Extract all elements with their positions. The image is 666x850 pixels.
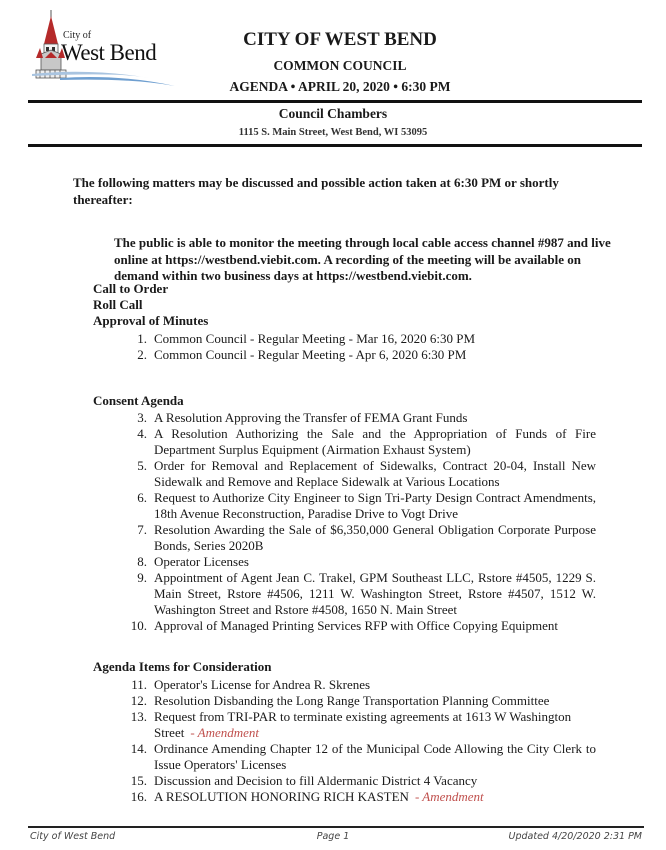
section-approval-of-minutes: Approval of Minutes — [93, 313, 209, 328]
item-text: Common Council - Regular Meeting - Apr 6, 2020 6:30 PM — [154, 347, 467, 362]
section-items-for-consideration: Agenda Items for Consideration — [93, 659, 272, 674]
list-item[interactable] — [137, 426, 596, 458]
minutes-list — [137, 331, 594, 363]
amendment-link[interactable]: - Amendment — [414, 789, 484, 804]
list-item[interactable] — [137, 347, 594, 363]
item-text: Request from TRI-PAR to terminate existing agreements at 1613 W Washington Street — [154, 709, 572, 740]
consent-agenda-list — [130, 410, 596, 634]
city-logo — [30, 8, 180, 86]
list-item[interactable] — [130, 741, 596, 773]
item-text: Approval of Managed Printing Services RFP with Office Copying Equipment — [154, 618, 559, 633]
item-number: 3. — [137, 410, 147, 425]
consideration-list — [130, 677, 596, 805]
list-item[interactable] — [130, 709, 596, 741]
footer-updated: Updated 4/20/2020 2:31 PM — [508, 831, 642, 842]
item-number: 8. — [137, 554, 147, 569]
section-consent-agenda: Consent Agenda — [93, 393, 184, 408]
item-text: Discussion and Decision to fill Aldermanic District 4 Vacancy — [154, 773, 478, 788]
header-divider-bottom — [28, 144, 642, 147]
page-title: CITY OF WEST BEND — [243, 29, 437, 50]
agenda-date-line: AGENDA • APRIL 20, 2020 • 6:30 PM — [229, 79, 451, 94]
item-number: 6. — [137, 490, 147, 505]
list-item[interactable] — [130, 789, 596, 805]
list-item[interactable] — [131, 677, 596, 693]
meeting-location: Council Chambers — [278, 106, 388, 121]
item-number: 16. — [130, 789, 147, 804]
item-text: A RESOLUTION HONORING RICH KASTEN — [154, 789, 409, 804]
list-item[interactable] — [130, 618, 596, 634]
list-item[interactable] — [130, 693, 596, 709]
list-item[interactable] — [137, 554, 596, 570]
item-text: Order for Removal and Replacement of Sidewalks, Contract 20-04, Install New Sidewalk and Remove and Replace Sidewalk at Various Locations — [154, 458, 596, 489]
item-number: 7. — [137, 522, 147, 537]
public-notice: The public is able to monitor the meeting through local cable access channel #987 and live online at https://westbend.viebit.com. A recording of the meeting will be available on demand within two business days at https://westbend.viebit.com. — [114, 235, 611, 283]
item-text: Ordinance Amending Chapter 12 of the Municipal Code Allowing the City Clerk to Issue Operators' Licenses — [154, 741, 596, 772]
item-number: 11. — [131, 677, 147, 692]
intro-text: The following matters may be discussed and possible action taken at 6:30 PM or shortly thereafter: — [73, 175, 559, 207]
item-number: 10. — [130, 618, 147, 633]
list-item[interactable] — [137, 522, 596, 554]
meeting-address: 1115 S. Main Street, West Bend, WI 53095 — [238, 127, 428, 138]
footer-page-number: Page 1 — [316, 831, 350, 842]
item-number: 5. — [137, 458, 147, 473]
list-item[interactable] — [137, 331, 594, 347]
item-number: 2. — [137, 347, 147, 362]
page-subtitle: COMMON COUNCIL — [273, 58, 407, 73]
list-item[interactable] — [137, 570, 596, 618]
item-number: 15. — [130, 773, 147, 788]
list-item[interactable] — [130, 773, 596, 789]
item-text: Operator's License for Andrea R. Skrenes — [154, 677, 371, 692]
footer-divider — [28, 826, 644, 828]
list-item[interactable] — [137, 490, 596, 522]
section-roll-call: Roll Call — [93, 297, 143, 312]
section-call-to-order: Call to Order — [93, 281, 169, 296]
list-item[interactable] — [137, 458, 596, 490]
item-text: Common Council - Regular Meeting - Mar 16, 2020 6:30 PM — [154, 331, 476, 346]
item-text: A Resolution Authorizing the Sale and the Appropriation of Funds of Fire Department Surplus Equipment (Airmation Exhaust System) — [154, 426, 596, 457]
item-number: 12. — [130, 693, 147, 708]
header-divider-top — [28, 100, 642, 103]
item-text: Request to Authorize City Engineer to Sign Tri-Party Design Contract Amendments, 18th Avenue Reconstruction, Paradise Drive to Vogt Drive — [154, 490, 596, 521]
footer-organization: City of West Bend — [30, 831, 116, 842]
item-text: Resolution Awarding the Sale of $6,350,000 General Obligation Corporate Purpose Bonds, Series 2020B — [154, 522, 596, 553]
item-text: Operator Licenses — [154, 554, 249, 569]
logo-west-bend: West Bend — [61, 40, 157, 65]
list-item[interactable] — [137, 410, 596, 426]
item-number: 14. — [130, 741, 147, 756]
item-number: 9. — [137, 570, 147, 585]
item-number: 4. — [137, 426, 147, 441]
item-number: 13. — [130, 709, 147, 724]
amendment-link[interactable]: - Amendment — [190, 725, 260, 740]
item-text: A Resolution Approving the Transfer of FEMA Grant Funds — [154, 410, 468, 425]
item-number: 1. — [137, 331, 147, 346]
item-text: Appointment of Agent Jean C. Trakel, GPM Southeast LLC, Rstore #4505, 1229 S. Main Street, Rstore #4506, 1211 W. Washington Street, Rstore #4507, 1512 W. Washington Street and Rstore #4508, 1650 N. Main Street — [154, 570, 596, 617]
logo-city-of: City of — [63, 30, 92, 41]
item-text: Resolution Disbanding the Long Range Transportation Planning Committee — [154, 693, 550, 708]
